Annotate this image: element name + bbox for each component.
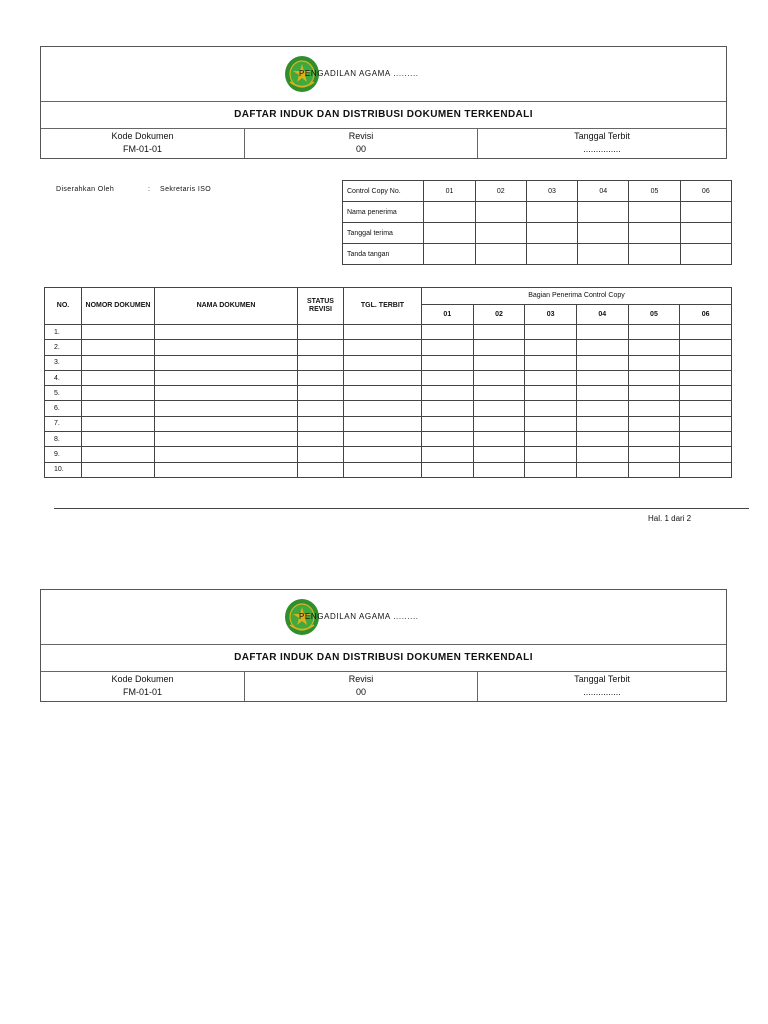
empty-cell [680,462,732,477]
row-number: 9. [45,447,82,462]
copy-number: 06 [680,181,731,202]
empty-cell [344,432,422,447]
table-row [45,386,732,401]
copy-number: 02 [475,181,526,202]
empty-cell [680,370,732,385]
row-number: 7. [45,416,82,431]
control-copy-header-row [343,181,732,202]
copy-number: 05 [628,305,680,325]
empty-cell [82,462,155,477]
empty-cell [473,340,525,355]
revisi-label: Revisi [348,131,374,141]
empty-cell [473,370,525,385]
empty-cell [422,340,474,355]
empty-cell [525,340,577,355]
empty-cell [424,202,475,223]
empty-cell [576,416,628,431]
kode-dokumen-value: FM-01-01 [122,687,162,697]
empty-cell [525,401,577,416]
empty-cell [344,355,422,370]
empty-cell [578,244,629,265]
empty-cell [422,401,474,416]
revisi-value: 00 [355,687,366,697]
kode-dokumen-label: Kode Dokumen [111,674,174,684]
empty-cell [525,370,577,385]
empty-cell [298,447,344,462]
col-nomor-header: NOMOR DOKUMEN [82,288,155,325]
empty-cell [155,462,298,477]
copy-number: 05 [629,181,680,202]
kode-dokumen-cell [41,128,245,158]
empty-cell [680,355,732,370]
empty-cell [680,447,732,462]
empty-cell [576,386,628,401]
empty-cell [344,401,422,416]
row-number: 1. [45,325,82,340]
empty-cell [473,416,525,431]
empty-cell [344,370,422,385]
copy-number: 04 [576,305,628,325]
empty-cell [473,386,525,401]
table-row [45,416,732,431]
control-copy-table [342,180,732,265]
empty-cell [576,355,628,370]
empty-cell [526,244,577,265]
empty-cell [475,244,526,265]
copy-number: 03 [525,305,577,325]
empty-cell [475,223,526,244]
empty-cell [422,462,474,477]
tanggal-terima-row [343,223,732,244]
tanggal-terbit-cell [478,671,726,701]
empty-cell [525,432,577,447]
empty-cell [680,386,732,401]
empty-cell [155,401,298,416]
empty-cell [576,462,628,477]
empty-cell [525,416,577,431]
empty-cell [155,370,298,385]
empty-cell [576,401,628,416]
tanggal-terbit-label: Tanggal Terbit [574,131,630,141]
empty-cell [422,370,474,385]
empty-cell [298,340,344,355]
empty-cell [82,370,155,385]
empty-cell [680,202,731,223]
kode-dokumen-cell [41,671,245,701]
empty-cell [576,325,628,340]
empty-cell [344,462,422,477]
nama-penerima-row [343,202,732,223]
kode-dokumen-value: FM-01-01 [122,144,162,154]
document-register-table [44,287,732,478]
empty-cell [628,447,680,462]
empty-cell [473,401,525,416]
empty-cell [578,202,629,223]
court-name: PENGADILAN AGAMA ......... [299,69,419,78]
table-body [45,325,732,478]
empty-cell [298,462,344,477]
tanggal-terbit-label: Tanggal Terbit [574,674,630,684]
empty-cell [628,386,680,401]
col-no-header: NO. [45,288,82,325]
court-name: PENGADILAN AGAMA ......... [299,612,419,621]
empty-cell [422,432,474,447]
diserahkan-colon: : [148,186,151,193]
empty-cell [422,355,474,370]
empty-cell [298,401,344,416]
empty-cell [680,223,731,244]
empty-cell [344,416,422,431]
empty-cell [525,462,577,477]
header-logo-row [41,590,726,645]
empty-cell [155,386,298,401]
empty-cell [344,340,422,355]
empty-cell [424,244,475,265]
empty-cell [155,416,298,431]
table-row [45,432,732,447]
empty-cell [82,325,155,340]
empty-cell [298,416,344,431]
empty-cell [82,432,155,447]
tanda-tangan-row [343,244,732,265]
empty-cell [576,370,628,385]
empty-cell [422,416,474,431]
row-number: 5. [45,386,82,401]
col-tgl-header: TGL. TERBIT [344,288,422,325]
table-row [45,355,732,370]
form-title: DAFTAR INDUK DAN DISTRIBUSI DOKUMEN TERKENDALI [41,644,726,672]
empty-cell [576,340,628,355]
empty-cell [628,325,680,340]
row-label: Tanggal terima [343,223,424,244]
tanggal-terbit-value: ............... [583,687,621,697]
empty-cell [525,447,577,462]
empty-cell [680,244,731,265]
row-label: Nama penerima [343,202,424,223]
empty-cell [525,386,577,401]
header-info-row [41,128,726,158]
copy-number: 06 [680,305,732,325]
empty-cell [628,340,680,355]
table-row [45,340,732,355]
empty-cell [473,447,525,462]
header-info-row [41,671,726,701]
empty-cell [155,340,298,355]
copy-number: 02 [473,305,525,325]
empty-cell [680,432,732,447]
empty-cell [578,223,629,244]
empty-cell [422,447,474,462]
empty-cell [629,223,680,244]
empty-cell [680,416,732,431]
empty-cell [526,223,577,244]
row-number: 10. [45,462,82,477]
table-row [45,325,732,340]
empty-cell [628,401,680,416]
empty-cell [629,244,680,265]
empty-cell [680,340,732,355]
empty-cell [155,325,298,340]
form-header-page-2 [40,589,727,702]
table-row [45,370,732,385]
revisi-cell [245,128,478,158]
empty-cell [155,355,298,370]
empty-cell [82,447,155,462]
empty-cell [155,447,298,462]
table-header-row [45,288,732,305]
empty-cell [680,325,732,340]
empty-cell [155,432,298,447]
copy-number: 01 [422,305,474,325]
table-row [45,462,732,477]
empty-cell [473,355,525,370]
table-row [45,447,732,462]
control-copy-label: Control Copy No. [343,181,424,202]
empty-cell [298,432,344,447]
empty-cell [576,447,628,462]
empty-cell [344,325,422,340]
form-header [40,46,727,159]
tanggal-terbit-cell [478,128,726,158]
revisi-value: 00 [355,144,366,154]
empty-cell [298,386,344,401]
row-label: Tanda tangan [343,244,424,265]
col-nama-header: NAMA DOKUMEN [155,288,298,325]
row-number: 6. [45,401,82,416]
empty-cell [628,416,680,431]
empty-cell [628,462,680,477]
empty-cell [82,401,155,416]
empty-cell [424,223,475,244]
copy-number: 04 [578,181,629,202]
diserahkan-label: Diserahkan Oleh [56,186,115,193]
empty-cell [344,447,422,462]
empty-cell [82,340,155,355]
form-title: DAFTAR INDUK DAN DISTRIBUSI DOKUMEN TERKENDALI [41,101,726,129]
col-bagian-header: Bagian Penerima Control Copy [422,288,732,305]
empty-cell [298,325,344,340]
tanggal-terbit-value: ............... [583,144,621,154]
empty-cell [628,432,680,447]
row-number: 4. [45,370,82,385]
empty-cell [628,370,680,385]
row-number: 2. [45,340,82,355]
empty-cell [298,355,344,370]
empty-cell [475,202,526,223]
empty-cell [473,325,525,340]
empty-cell [422,325,474,340]
empty-cell [82,416,155,431]
header-logo-row [41,47,726,102]
empty-cell [576,432,628,447]
empty-cell [82,386,155,401]
copy-number: 03 [526,181,577,202]
empty-cell [473,462,525,477]
revisi-label: Revisi [348,674,374,684]
copy-number: 01 [424,181,475,202]
empty-cell [82,355,155,370]
row-number: 8. [45,432,82,447]
diserahkan-value: Sekretaris ISO [160,186,212,193]
divider-line [54,508,749,509]
empty-cell [298,370,344,385]
empty-cell [344,386,422,401]
empty-cell [525,355,577,370]
empty-cell [473,432,525,447]
row-number: 3. [45,355,82,370]
empty-cell [680,401,732,416]
empty-cell [628,355,680,370]
revisi-cell [245,671,478,701]
table-row [45,401,732,416]
col-status-header: STATUS REVISI [298,288,344,325]
kode-dokumen-label: Kode Dokumen [111,131,174,141]
empty-cell [422,386,474,401]
empty-cell [526,202,577,223]
page-number: Hal. 1 dari 2 [648,514,692,523]
empty-cell [629,202,680,223]
empty-cell [525,325,577,340]
